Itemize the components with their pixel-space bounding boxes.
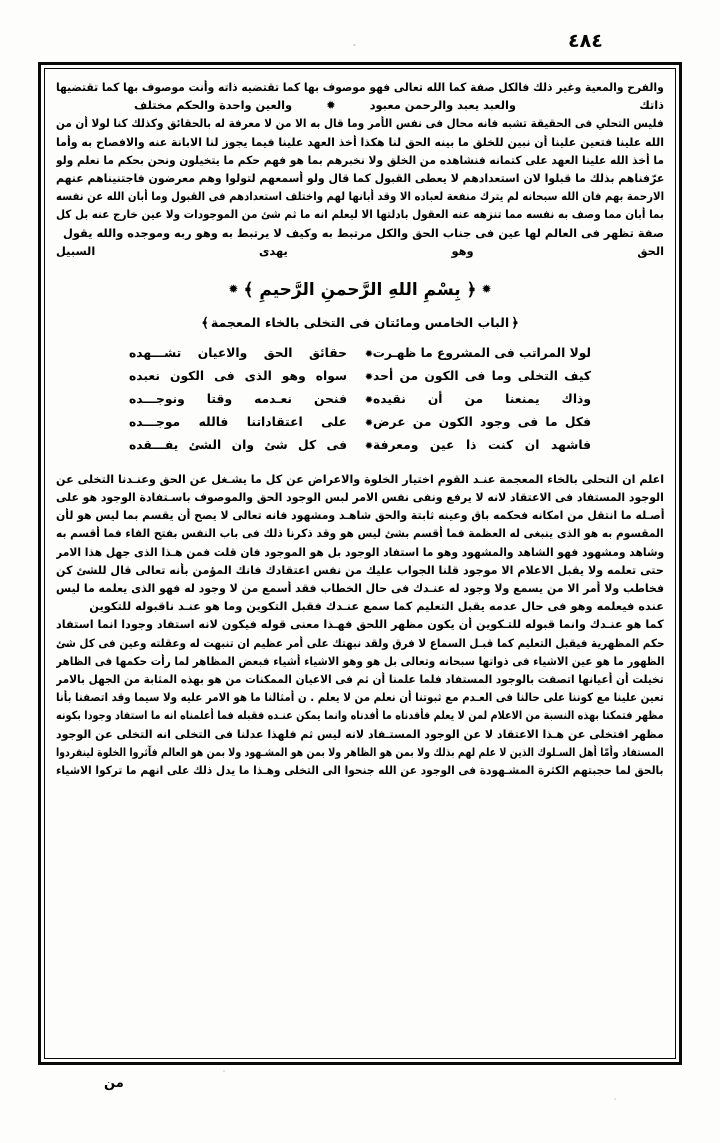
basmala-text: ﴿ بِسْمِ اللهِ الرَّحمنِ الرَّحيمِ ﴾: [243, 280, 477, 301]
verse-separator-icon: ✹: [364, 371, 373, 383]
prose-line-text: تعين علينا مع كوننا على حالنا فى العـدم مع ثبوتنا أن نعلم من لا يعلم . ن أمثالنا ما هو الامر عليه ولا سيما وقد اتصفنا بأنا: [56, 690, 664, 705]
prose-line: [56, 224, 664, 242]
prose-line: [56, 688, 664, 706]
chapter-heading-text: الباب الخامس ومائتان فى التخلى بالخاء المعجمة: [210, 314, 510, 330]
prose-line: [56, 597, 664, 615]
scan-speck: [223, 1070, 225, 1072]
prose-line-text: المستفاد وأمّا أهل السـلوك الذين لا علم لهم بذلك ولا بمن هو الظاهر ولا بمن هو المشـهود ولا بمن هو العالم فآثروا الخلوة لينفردوا: [56, 744, 664, 759]
scan-speck: [614, 1098, 616, 1100]
prose-line: [56, 524, 664, 542]
brace-close-icon: ﴾: [201, 315, 209, 331]
hemistich-first: وذاك يمنعنا من أن نقيده: [373, 391, 591, 406]
verse-separator-icon: ✹: [364, 417, 373, 429]
prose-line: [56, 506, 664, 524]
prose-line: [56, 78, 664, 96]
star-ornament-icon: ✹: [228, 282, 239, 297]
hemistich-second: حقائق الحق والاعيان تشـــهده: [129, 345, 347, 360]
verse-separator-icon: ✹: [364, 394, 373, 406]
chapter-heading: [199, 315, 521, 331]
split-line-hemistichs: [56, 96, 594, 114]
prose-line-text: بالحق لما حجبتهم الكثرة المشـهودة فى الوجود عن الله جنحوا الى التخلى وهـذا ما يدل ذلك على انهم ما تركوا الاشياء: [56, 762, 664, 777]
prose-line: [56, 579, 664, 597]
prose-line-last: [56, 242, 664, 260]
basmala-row: [56, 270, 664, 310]
hemistich-first: فكل ما فى وجود الكون من عرض: [373, 414, 591, 429]
text-block: [56, 78, 664, 1051]
prose-line-text: فخاطب ولا أمر الا من يسمع ولا وجود له عنـدك فى حال الخطاب فقد أسمع من لا وجود له فهو الذى يعلمه ما ليس: [56, 581, 664, 595]
prose-line: [56, 670, 664, 688]
prose-split-line: [56, 96, 664, 114]
prose-line: [56, 761, 664, 779]
prose-line: [56, 634, 664, 652]
prose-line-text: تخيلت أن أعيانها اتصفت بالوجود المستفاد فلما علمنا أن ثم فى الاعيان الممكنات من هو بهذه المثابة من الجهل بالامر: [56, 671, 664, 686]
prose-line: [56, 151, 664, 169]
hemistich-first: كيف التخلى وما فى الكون من أحد: [373, 368, 591, 383]
hemistich-second: سواه وهو الذى فى الكون نعبده: [129, 368, 347, 383]
prose-line-text: صفة تظهر فى العالم لها عين فى جناب الحق والكل مرتبط به وكيف لا يرتبط به وهو ربه وموجده والله يقول: [62, 225, 664, 240]
poem-block: [56, 342, 664, 457]
prose-line: [56, 652, 664, 670]
scan-speck: [353, 44, 356, 46]
prose-line-text: مظهر فتمكنا بهذه النسبة من الاعلام لمن لا يعلم فأفدناه ما أفدناه وانما يمكن عنـده فقبله فما أعلمناه انه ما استفاد وجودا بكونه: [56, 708, 664, 723]
prose-line: [56, 205, 664, 223]
star-ornament-icon: ✹: [481, 282, 492, 297]
prose-line-text: كما هو عنـدك وانما قبوله للتـكوين أن يكون مظهر اللحق فهـذا معنى قوله فيكون لانه استفاد وجودا انما استفاد: [56, 617, 664, 632]
hemistich-first: فاشهد ان كنت ذا عين ومعرفة: [373, 437, 591, 452]
prose-line: [56, 543, 664, 561]
verse-separator-icon: ✹: [326, 98, 336, 113]
verse-line: [56, 365, 664, 388]
prose-line-text: الله علينا فتعين علينا أن نبين للخلق ما بينه الحق لنا هكذا أخذ العهد علينا فيما يجوز لنا الابانة عنه والافصاح به وأما: [56, 134, 664, 149]
basmala: [223, 279, 496, 300]
prose-line: [56, 470, 664, 488]
chapter-heading-row: [56, 310, 664, 336]
prose-line: [56, 187, 664, 205]
verse-line: [56, 342, 664, 365]
hemistich-right: والعبد يعبد والرحمن معبود: [369, 98, 517, 113]
prose-line: [56, 488, 664, 506]
prose-line: [56, 725, 664, 743]
page-frame-outer: [38, 62, 682, 1065]
prose-line-text: عرّفناهم بذلك ما قبلوا لان استعدادهم لا يعطى القبول كما قال ولو أسمعهم لتولوا وهم معرضون فاجتنيناهم عنهم: [56, 170, 664, 185]
verse-separator-icon: ✹: [364, 348, 373, 360]
hemistich-second: على اعتقاداتنا فالله موجـــده: [129, 414, 347, 429]
prose-line-text: حكم المظهرية فيقبل التعليم كما قبـل السماع لا فرق ولقد نبهتك على أمر عظيم ان تنبهت له وعقلته وعين فى كل شئ: [56, 635, 664, 650]
prose-line-text: حتى تعلمه ولا يقبل الاعلام الا موجود قلنا الجواب عليك من نفس اعتقادك فانك المؤمن بأنه تعالى قال للشئ كن: [56, 562, 664, 577]
prose-line-text: الحق وهو يهدى السبيل: [56, 243, 664, 258]
prose-line-text: أصـله ما انتقل من امكانه فحكمه باق وعينه ثابتة والحق شاهـد ومشهود فانه تعالى لا يصح أن يقسم بما ليس هو لأن: [56, 508, 664, 523]
prose-line-text: الارحمة بهم فان الله سبحانه لم يترك منفعة لعباده الا وقد أبانها لهم واختلف استعدادهم فى القبول وما أبان الله عن نفسه: [56, 189, 664, 204]
hemistich-second: فى كل شئ وان الشئ يفـــقده: [129, 437, 347, 452]
prose-line: [56, 133, 664, 151]
prose-line-text: الظهور ما هو عين الاشياء فى ذواتها سبحانه وتعالى بل هو وهو الاشياء أشياء فبعض المظاهر لما رأت حكمها فى الظاهر: [56, 653, 664, 668]
prose-line-text: مظهر افتخلى عن هـذا الاعتقاد لا عن الوجود المستـفاد لانه ليس ثم فلهذا عدلنا فى التخلى انه التخلى عن الوجود: [56, 726, 664, 741]
prose-line: [56, 743, 664, 761]
prose-line: [56, 169, 664, 187]
verse-line: [56, 411, 664, 434]
prose-line-text: اعلم ان التحلى بالخاء المعجمة عنـد القوم اختيار الخلوة والاعراض عن كل ما يشـغل عن الحق وعنـدنا التخلى عن: [56, 471, 664, 486]
verse-separator-icon: ✹: [364, 440, 373, 452]
prose-line-text: ما أخذ الله علينا العهد على كتمانه فنشاهده من الخلق ولا نخبرهم بما هو فهم حكم ما يتخيلون ونحن بحكم ما نعلم ولو: [56, 152, 664, 167]
prose-line: [56, 561, 664, 579]
brace-open-icon: ﴿: [511, 315, 519, 331]
prose-line-text: عنده فيعلمه وهو فى حال عدمه يقبل التعليم كما سمع عنـدك فقبل التكوين وما هو عنـد ناقبوله للتكوين: [89, 599, 664, 614]
page-frame-inner: [44, 68, 676, 1059]
prose-line-text: والفرح والمعية وغير ذلك فالكل صفة كما الله تعالى فهو موصوف بها كما تقتضيه ذاته وأنت موصوف بها كما تقتضيها: [56, 80, 664, 94]
prose-line: [56, 706, 664, 724]
prose-line-text: فليس التحلي فى الحقيقة تشبه فانه محال فى نفس الأمر وما قال به الا من لا معرفة له بالحقائق وكذلك كنا لولا أن من: [56, 116, 664, 131]
prose-line: [56, 615, 664, 633]
prose-line-text: بما أبان مما وصف به نفسه مما تنزهه عنه العقول بادلتها الا ليعلم انه ما ثم شئ من الموجودات ولا عين خارج عنه بل كل: [56, 207, 664, 222]
folio-number-row: [0, 30, 720, 56]
folio-number: ٤٨٤: [568, 30, 603, 52]
hemistich-left: والعين واحدة والحكم مختلف: [134, 98, 293, 113]
prose-line-text: الوجود المستفاد فى الاعتقاد لانه لا يرفع ونفى نفس الامر لبس الوجود الحق والموصوف باسـتفادة الوجود هو على: [56, 490, 664, 505]
prose-line: [56, 114, 664, 132]
hemistich-first: لولا المراتب فى المشروع ما ظهـرت: [372, 345, 591, 360]
prose-line-text: وشاهد ومشهود فهو الشاهد والمشهود وهو ما استفاد الوجود بل هو الموجود فان قلت فمن هـذا الذى جهل هذا الامر: [56, 544, 664, 559]
hemistich-second: فنحن نعـدمه وقتا ونوجـــده: [129, 391, 347, 406]
prose-line-text: المقسوم به هو الذى ينبغى له العظمة فما أقسم بشئ ليس هو وقد ذكرنا ذلك فى باب النفس بفتح الفاء فما أقسم به: [56, 526, 664, 541]
split-line-tail: ذاتك: [639, 98, 664, 113]
verse-line: [56, 434, 664, 457]
catchword: من: [104, 1076, 124, 1091]
verse-line: [56, 388, 664, 411]
